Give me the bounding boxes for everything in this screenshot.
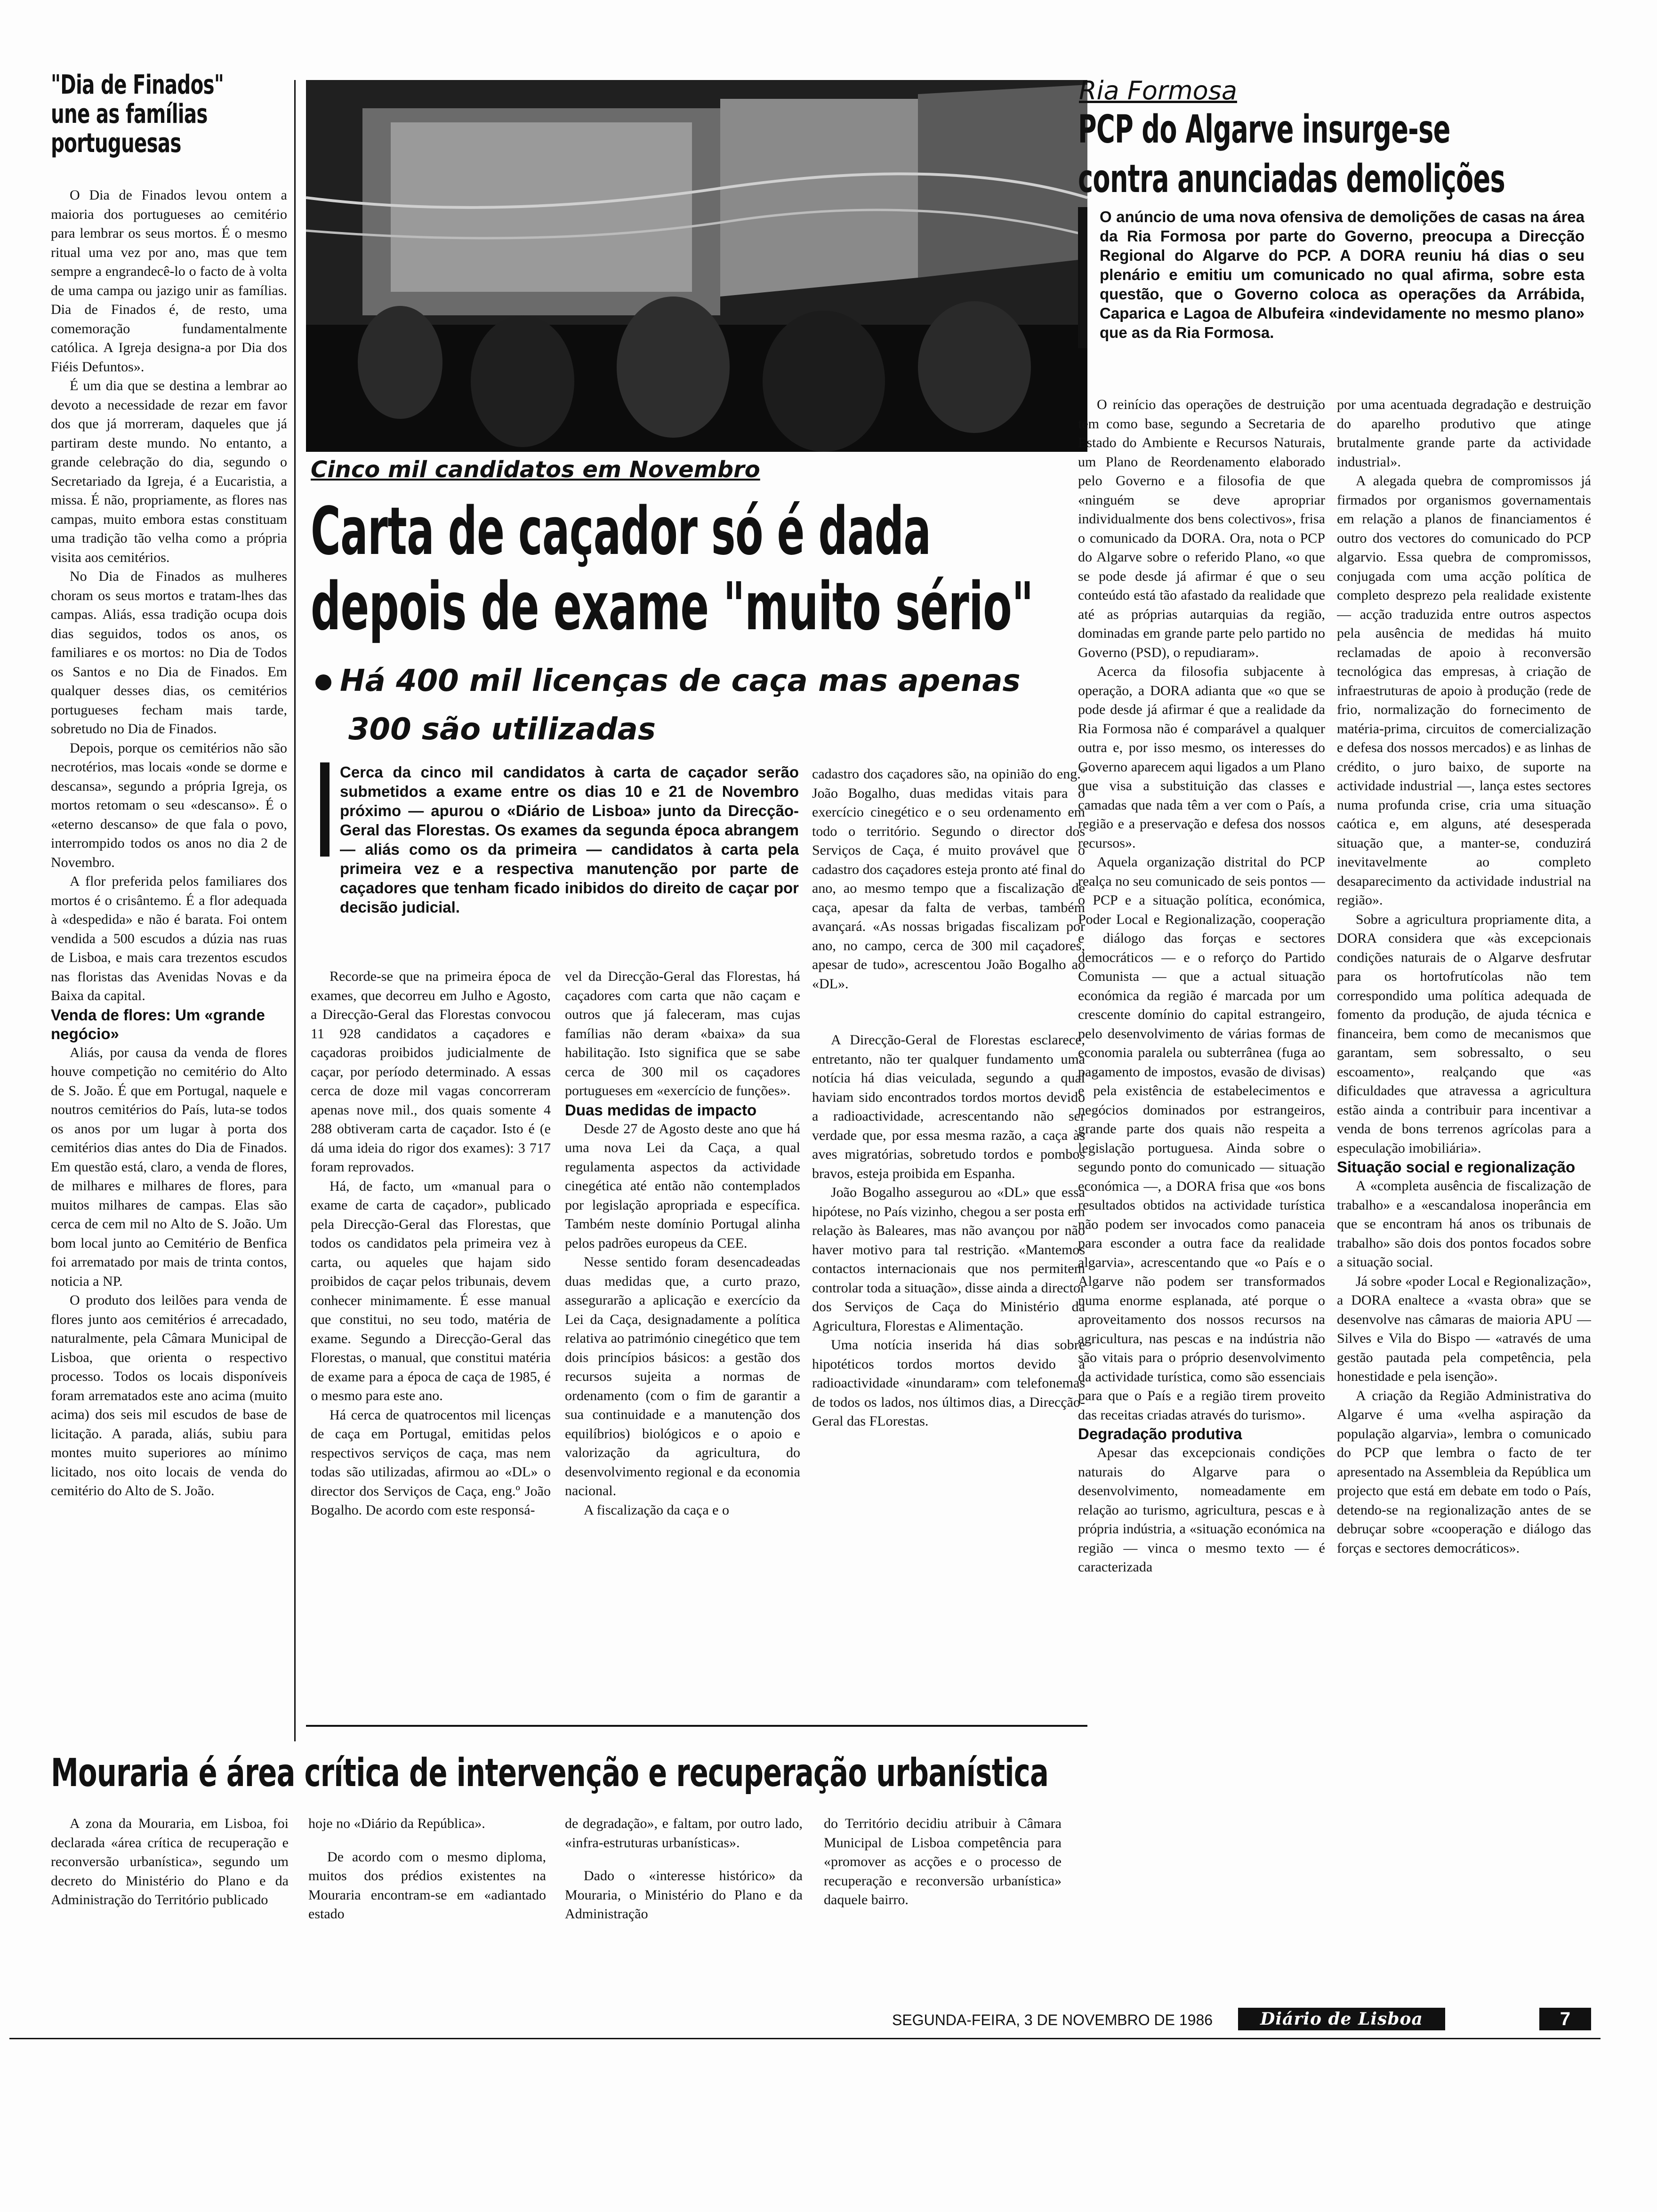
ria-paragraph: Apesar das excepcionais condições naturais do Algarve para o desenvolvimento, nomeadamente em relação ao turismo, agricultura, pescas e à própria indústria, a «situação económica na região — vinca o mesmo texto — é caracterizada	[1078, 1445, 1325, 1575]
photo-graphic	[306, 80, 1087, 452]
mouraria-paragraph: A zona da Mouraria, em Lisboa, foi declarada «área crítica de recuperação e reconversão urbanística», segundo um decreto do Ministério do Plano e da Administração do Território publicado	[51, 1816, 289, 1907]
cacador-subhead: Duas medidas de impacto	[565, 1101, 757, 1119]
mouraria-paragraph: De acordo com o mesmo diploma, muitos dos prédios existentes na Mouraria encontram-se em «adiantado estado	[308, 1849, 546, 1922]
mouraria-col4	[824, 1814, 1062, 2007]
cacador-col-right-top	[812, 765, 1085, 1028]
mouraria-col2	[308, 1814, 546, 2007]
footer-date: SEGUNDA-FEIRA, 3 DE NOVEMBRO DE 1986	[892, 2012, 1213, 2028]
mouraria-paragraph: de degradação», e faltam, por outro lado, «infra-estruturas urbanísticas».	[565, 1816, 803, 1851]
finados-headline	[51, 71, 258, 158]
ria-title-line1: PCP do Algarve insurge-se	[1078, 107, 1450, 152]
cacador-paragraph: Há cerca de quatrocentos mil licenças de caça em Portugal, emitidas pelos respectivos serviços de caça, mas nem todas são utilizadas, afirmou ao «DL» o director dos Serviços de Caça, eng.º João Bogalho. De acordo com este responsá-	[311, 1407, 551, 1518]
cacador-title-line2: depois de exame "muito sério"	[311, 569, 1034, 645]
ria-col2	[1337, 395, 1591, 1708]
footer-rule	[9, 2038, 1601, 2039]
finados-paragraph: No Dia de Finados as mulheres choram os seus mortos e tratam-lhes das campas. Aliás, essa tradição ocupa dois dias seguidos, todos os anos, os familiares e os mortos: no Dia de Todos os Santos e no Dia de Finados. Em qualquer desses dias, os cemitérios portugueses fecham mais tarde, sobretudo no Dia de Finados.	[51, 569, 287, 737]
cacador-col2	[565, 967, 800, 1725]
cacador-paragraph: Desde 27 de Agosto deste ano que há uma nova Lei da Caça, a qual regulamenta aspectos da actividade cinegética até então não contemplados por legislação apropriada e específica. Também neste domínio Portugal alinha pelos padrões europeus da CEE.	[565, 1121, 800, 1251]
lead-bar-icon	[320, 762, 330, 857]
finados-title-line3: portuguesas	[51, 128, 181, 159]
ria-subhead: Situação social e regionalização	[1337, 1158, 1576, 1176]
footer-page-number	[1539, 2008, 1591, 2030]
ria-kicker: Ria Formosa	[1079, 76, 1237, 105]
masthead-logo: Diário de Lisboa	[1260, 2009, 1423, 2029]
cacador-paragraph: Uma notícia inserida há dias sobre hipotéticos tordos mortos devido a radioactividade «inundaram» com telefonemas de todos os lados, nos últimos dias, a Direcção-Geral das FLorestas.	[812, 1337, 1085, 1429]
ria-paragraph: Acerca da filosofia subjacente à operação, a DORA adianta que «o que se pode desde já afirmar é que a realidade da Ria Formosa não é comparável a qualquer outra e, por isso mesmo, os interesses do Governo aparecem aqui ligados a um Plano que visa a substituição das classes e camadas que nada têm a ver com o País, a região e a preservação e defesa dos nossos recursos».	[1078, 664, 1325, 851]
mouraria-paragraph: do Território decidiu atribuir à Câmara Municipal de Lisboa competência para «promover as acções e o processo de recuperação e reconversão urbanística» daquele bairro.	[824, 1816, 1062, 1907]
finados-paragraph: O Dia de Finados levou ontem a maioria dos portugueses ao cemitério para lembrar os seus mortos. É o mesmo ritual uma vez por ano, mas que tem sempre a engrandecê-lo o facto de à volta de uma campa ou jazigo unir as famílias. Dia de Finados é, de resto, uma comemoração fundamentalmente católica. A Igreja designa-a por Dia dos Fiéis Defuntos».	[51, 187, 287, 375]
column-divider	[294, 80, 296, 1741]
cacador-col3	[812, 1031, 1085, 1723]
finados-subhead: Venda de flores: Um «grande negócio»	[51, 1006, 265, 1042]
cacador-frame-bottom	[306, 1725, 1087, 1727]
cacador-paragraph: A Direcção-Geral de Florestas esclarece, entretanto, não ter qualquer fundamento uma notícia há dias veiculada, segundo a qual haviam sido encontrados tordos mortos devido a radioactividade, acrescentando não ser verdade que, por essa mesma razão, a caça às aves migratórias, sobretudo tordos e pombos bravos, esteja proibida em Espanha.	[812, 1032, 1085, 1181]
cacador-title-line1: Carta de caçador só é dada	[311, 493, 931, 570]
ria-subhead: Degradação produtiva	[1078, 1425, 1242, 1443]
finados-title-line1: "Dia de Finados"	[51, 70, 224, 100]
cacador-subtitle-line2: 300 são utilizadas	[348, 712, 656, 747]
mouraria-paragraph: Dado o «interesse histórico» da Mouraria, o Ministério do Plano e da Administração	[565, 1868, 803, 1922]
ria-paragraph: A alegada quebra de compromissos já firmados por organismos governamentais em relação a planos de financiamentos é outro dos vectores do comunicado do PCP algarvio. Essa quebra de compromissos, conjugada com uma acção política de completo desprezo pela realidade existente — acção traduzida entre outros aspectos pela ausência de medidas há muito reclamadas de apoio à reconversão tecnológica das empresas, à criação de infraestruturas de apoio à produção (rede de frio, normalização do fornecimento de matéria-prima, circuitos de comercialização e defesa dos nossos mercados) e as linhas de crédito, o juro baixo, de suporte na actividade industrial —, lança estes sectores numa profunda crise, cria uma situação caótica e, em alguns, até desesperada situação que, a manter-se, conduzirá inevitavelmente ao completo desaparecimento da actividade industrial na região».	[1337, 473, 1591, 908]
ria-paragraph: A «completa ausência de fiscalização de trabalho» e a «escandalosa inoperância em que se encontram há anos os tribunais de trabalho» são dois dos pontos focados sobre a situação social.	[1337, 1178, 1591, 1270]
finados-paragraph: Aliás, por causa da venda de flores houve competição no cemitério do Alto de S. João. É que em Portugal, naquele e noutros cemitérios do País, luta-se todos os anos por um lugar à porta dos cemitérios dias antes do Dia de Finados. Em questão está, claro, a venda de flores, de milhares e milhares de flores, para muitos milhares de campas. Elas são cerca de cem mil no Alto de S. João. Um bom local junto ao Cemitério de Benfica foi arrematado por mais de trinta contos, noticia a NP.	[51, 1044, 287, 1289]
ria-paragraph: por uma acentuada degradação e destruição do aparelho produtivo que atinge brutalmente grande parte da actividade industrial».	[1337, 397, 1591, 470]
cacador-paragraph: Recorde-se que na primeira época de exames, que decorreu em Julho e Agosto, a Direcção-Geral das Florestas convocou 11 928 candidatos a caçadores e caçadoras proibidos judicialmente de caçar, por período determinado. A essas cerca de doze mil vagas concorreram apenas nove mil., dos quais somente 4 288 obtiveram carta de caçador. Isto é (e dá uma ideia do rigor dos exames): 3 717 foram reprovados.	[311, 969, 551, 1175]
finados-title-line2: une as famílias	[51, 99, 208, 129]
ria-paragraph: Já sobre «poder Local e Regionalização», a DORA enaltece a «vasta obra» que se desenvolve nas câmaras de maioria APU — Silves e Vila do Bispo — «através de uma gestão pautada pela competência, pela honestidade e pela isenção».	[1337, 1273, 1591, 1384]
mouraria-col3	[565, 1814, 803, 2007]
footer-masthead	[1238, 2008, 1445, 2030]
ria-paragraph: Aquela organização distrital do PCP realça no seu comunicado de seis pontos — o PCP e a situação política, económica, Poder Local e Regionalização, cooperação e diálogo das forças e sectores democráticos — e o reforço do Partido Comunista — que a actual situação económica da região é marcada por um crescente domínio do capital estrangeiro, pelo desenvolvimento de várias formas de economia paralela ou subterrânea (fuga ao pagamento de impostos, evasão de divisas) e pela existência de estabelecimentos e negócios dominados por estrangeiros, grande parte dos quais não respeita a legislação portuguesa. Ainda sobre o segundo ponto do comunicado — situação económica —, a DORA frisa que «os bons resultados obtidos na actividade turística não podem ser invocados como panaceia para esconder a outra face da realidade algarvia», acrescentando que «o País e o Algarve não podem ser transformados numa enorme esplanada, até porque o aproveitamento dos nossos recursos na agricultura, nas pescas e na indústria não são vitais para o próprio desenvolvimento da actividade turística, como são essenciais para que o País e a região tirem proveito das receitas criadas através do turismo».	[1078, 854, 1325, 1423]
ria-col1	[1078, 395, 1325, 1746]
ria-lead: O anúncio de uma nova ofensiva de demolições de casas na área da Ria Formosa por parte do Governo, preocupa a Direcção Regional do Algarve do PCP. A DORA reuniu há dias o seu plenário e emitiu um comunicado no qual afirma, sobre esta questão, que o Governo coloca as operações da Arrábida, Caparica e Lagoa de Albufeira «indevidamente no mesmo plano» que as da Ria Formosa.	[1100, 208, 1585, 341]
cacador-paragraph: Nesse sentido foram desencadeadas duas medidas que, a curto prazo, assegurarão a aplicação e exercício da Lei da Caça, designadamente a política relativa ao património cinegético que tem dois princípios básicos: a gestão dos recursos sujeita a normas de ordenamento (com o fim de garantir a sua continuidade e a manutenção dos equilíbrios) biológicos e o apoio e valorização da agricultura, do desenvolvimento regional e da economia nacional.	[565, 1254, 800, 1499]
finados-paragraph: A flor preferida pelos familiares dos mortos é o crisântemo. É a flor adequada à «despedida» e não é barata. Foi ontem vendida a 500 escudos a dúzia nas ruas de Lisboa, e mais cara trezentos escudos nas floristas das Avenidas Novas e da Baixa da capital.	[51, 874, 287, 1003]
cacador-paragraph: A fiscalização da caça e o	[584, 1502, 729, 1518]
cacador-lead: Cerca da cinco mil candidatos à carta de caçador serão submetidos a exame entre os dias 10 e 21 de Novembro próximo — apurou o «Diário de Lisboa» junto da Direcção-Geral das Florestas. Os exames da segunda época abrangem — aliás como os da primeira — candidatos à carta pela primeira vez e a respectiva manutenção por parte de caçadores que tenham ficado inibidos do direito de caçar por decisão judicial.	[340, 763, 799, 916]
cemetery-photo	[306, 80, 1087, 452]
cacador-paragraph: João Bogalho assegurou ao «DL» que essa hipótese, no País vizinho, chegou a ser posta em relação às Baleares, mas não avançou por não haver motivo para tal restrição. «Mantemos contactos internacionais que nos permitem controlar toda a situação», disse ainda a director dos Serviços de Caça do Ministério da Agricultura, Florestas e Alimentação.	[812, 1185, 1085, 1334]
cacador-paragraph: cadastro dos caçadores são, na opinião do eng.º João Bogalho, duas medidas vitais para o exercício cinegético e o seu ordenamento em todo o território. Segundo o director dos Serviços de Caça, é muito provável que o cadastro dos caçadores esteja pronto até final do ano, ao mesmo tempo que a fiscalização de caça, apesar da falta de verbas, também avançará. «As nossas brigadas fiscalizam por ano, no campo, cerca de 300 mil caçadores, apesar de tudo», acrescentou João Bogalho ao «DL».	[812, 766, 1085, 992]
page-number-label: 7	[1560, 2008, 1571, 2029]
bullet-icon	[315, 674, 331, 690]
finados-paragraph: É um dia que se destina a lembrar ao devoto a necessidade de rezar em favor dos que já morreram, daqueles que já partiram deste mundo. No entanto, a grande celebração do dia, segundo o Secretariado da Igreja, é a Eucaristia, a missa. É não, propriamente, as flores nas campas, muito embora estas constituam uma tradição tão velha como a própria visita aos cemitérios.	[51, 378, 287, 565]
ria-paragraph: O reinício das operações de destruição tem como base, segundo a Secretaria de Estado do Ambiente e Recursos Naturais, um Plano de Reordenamento elaborado pelo Governo e a filosofia de que «ninguém se deve apropriar individualmente dos bens colectivos», frisa o comunicado da DORA. Ora, nota o PCP do Algarve sobre o referido Plano, «o que se pode desde já afirmar é que o seu conteúdo está tão afastado da realidade que até as próprias autarquias da região, dominadas em grande parte pelo partido no Governo (PSD), o repudiaram».	[1078, 397, 1325, 660]
finados-paragraph: O produto dos leilões para venda de flores junto aos cemitérios é arrecadado, naturalmente, pela Câmara Municipal de Lisboa, que orienta o respectivo processo. Todos os locais disponíveis foram arrematados este ano acima (muito acima) dos seis mil escudos de base de licitação. A parada, aliás, subiu para montes muito superiores ao mínimo licitado, nos oito locais de venda do cemitério do Alto de S. João.	[51, 1292, 287, 1499]
cacador-paragraph: Há, de facto, um «manual para o exame de carta de caçador», publicado pela Direcção-Geral das Florestas, que todos os candidatos pela primeira vez à carta, ou aqueles que hajam sido proibidos de caçar pelos tribunais, devem conhecer minimamente. É esse manual que constitui, no seu todo, matéria de exame. Segundo a Direcção-Geral das Florestas, o manual, que constitui matéria de exame para a época de caça de 1985, é o mesmo para este ano.	[311, 1178, 551, 1403]
cacador-kicker: Cinco mil candidatos em Novembro	[311, 457, 760, 483]
finados-paragraph: Depois, porque os cemitérios não são necrotérios, mas locais «onde se dorme e descansa», segundo a própria Igreja, os mortos retomam o seu «descanso». É o «eterno descanso» de que fala o povo, interrompido todos os anos no dia 2 de Novembro.	[51, 740, 287, 870]
ria-paragraph: Sobre a agricultura propriamente dita, a DORA considera que «às excepcionais condições naturais de o Algarve desfrutar para os hortofrutícolas não tem correspondido uma política adequada de fomento da produção, de ajuda técnica e financeira, bem como de mecanismos que garantam, sem sobressalto, o seu escoamento», realçando que «as dificuldades que atravessa a agricultura estão ainda a contribuir para incentivar a venda de bons terrenos agrícolas para a especulação imobiliária».	[1337, 911, 1591, 1156]
cacador-col1	[311, 967, 551, 1706]
cacador-subtitle	[315, 661, 1021, 701]
ria-title-line2: contra anunciadas demolições	[1078, 157, 1505, 201]
cacador-subtitle-line1: Há 400 mil licenças de caça mas apenas	[340, 664, 1021, 698]
ria-paragraph: A criação da Região Administrativa do Algarve é uma «velha aspiração da população algarvia», lembra o comunicado do PCP que lembra o facto de ter apresentado na Assembleia da República um projecto que está em debate em todo o País, detendo-se na regionalização antes de se debruçar sobre «cooperação e diálogo das forças e sectores democráticos».	[1337, 1387, 1591, 1556]
mouraria-col1	[51, 1814, 289, 2007]
finados-column	[51, 186, 287, 1758]
cacador-paragraph: vel da Direcção-Geral das Florestas, há caçadores com carta que não caçam e outros que já faleceram, mas cujas famílias não deram «baixa» da sua habilitação. Isto significa que se sabe cerca de 300 mil os caçadores portugueses em «exercício de funções».	[565, 969, 800, 1098]
ria-lead-bar-icon	[1078, 207, 1087, 348]
mouraria-paragraph: hoje no «Diário da República».	[308, 1816, 485, 1831]
mouraria-headline: Mouraria é área crítica de intervenção e recuperação urbanística	[51, 1751, 1049, 1795]
